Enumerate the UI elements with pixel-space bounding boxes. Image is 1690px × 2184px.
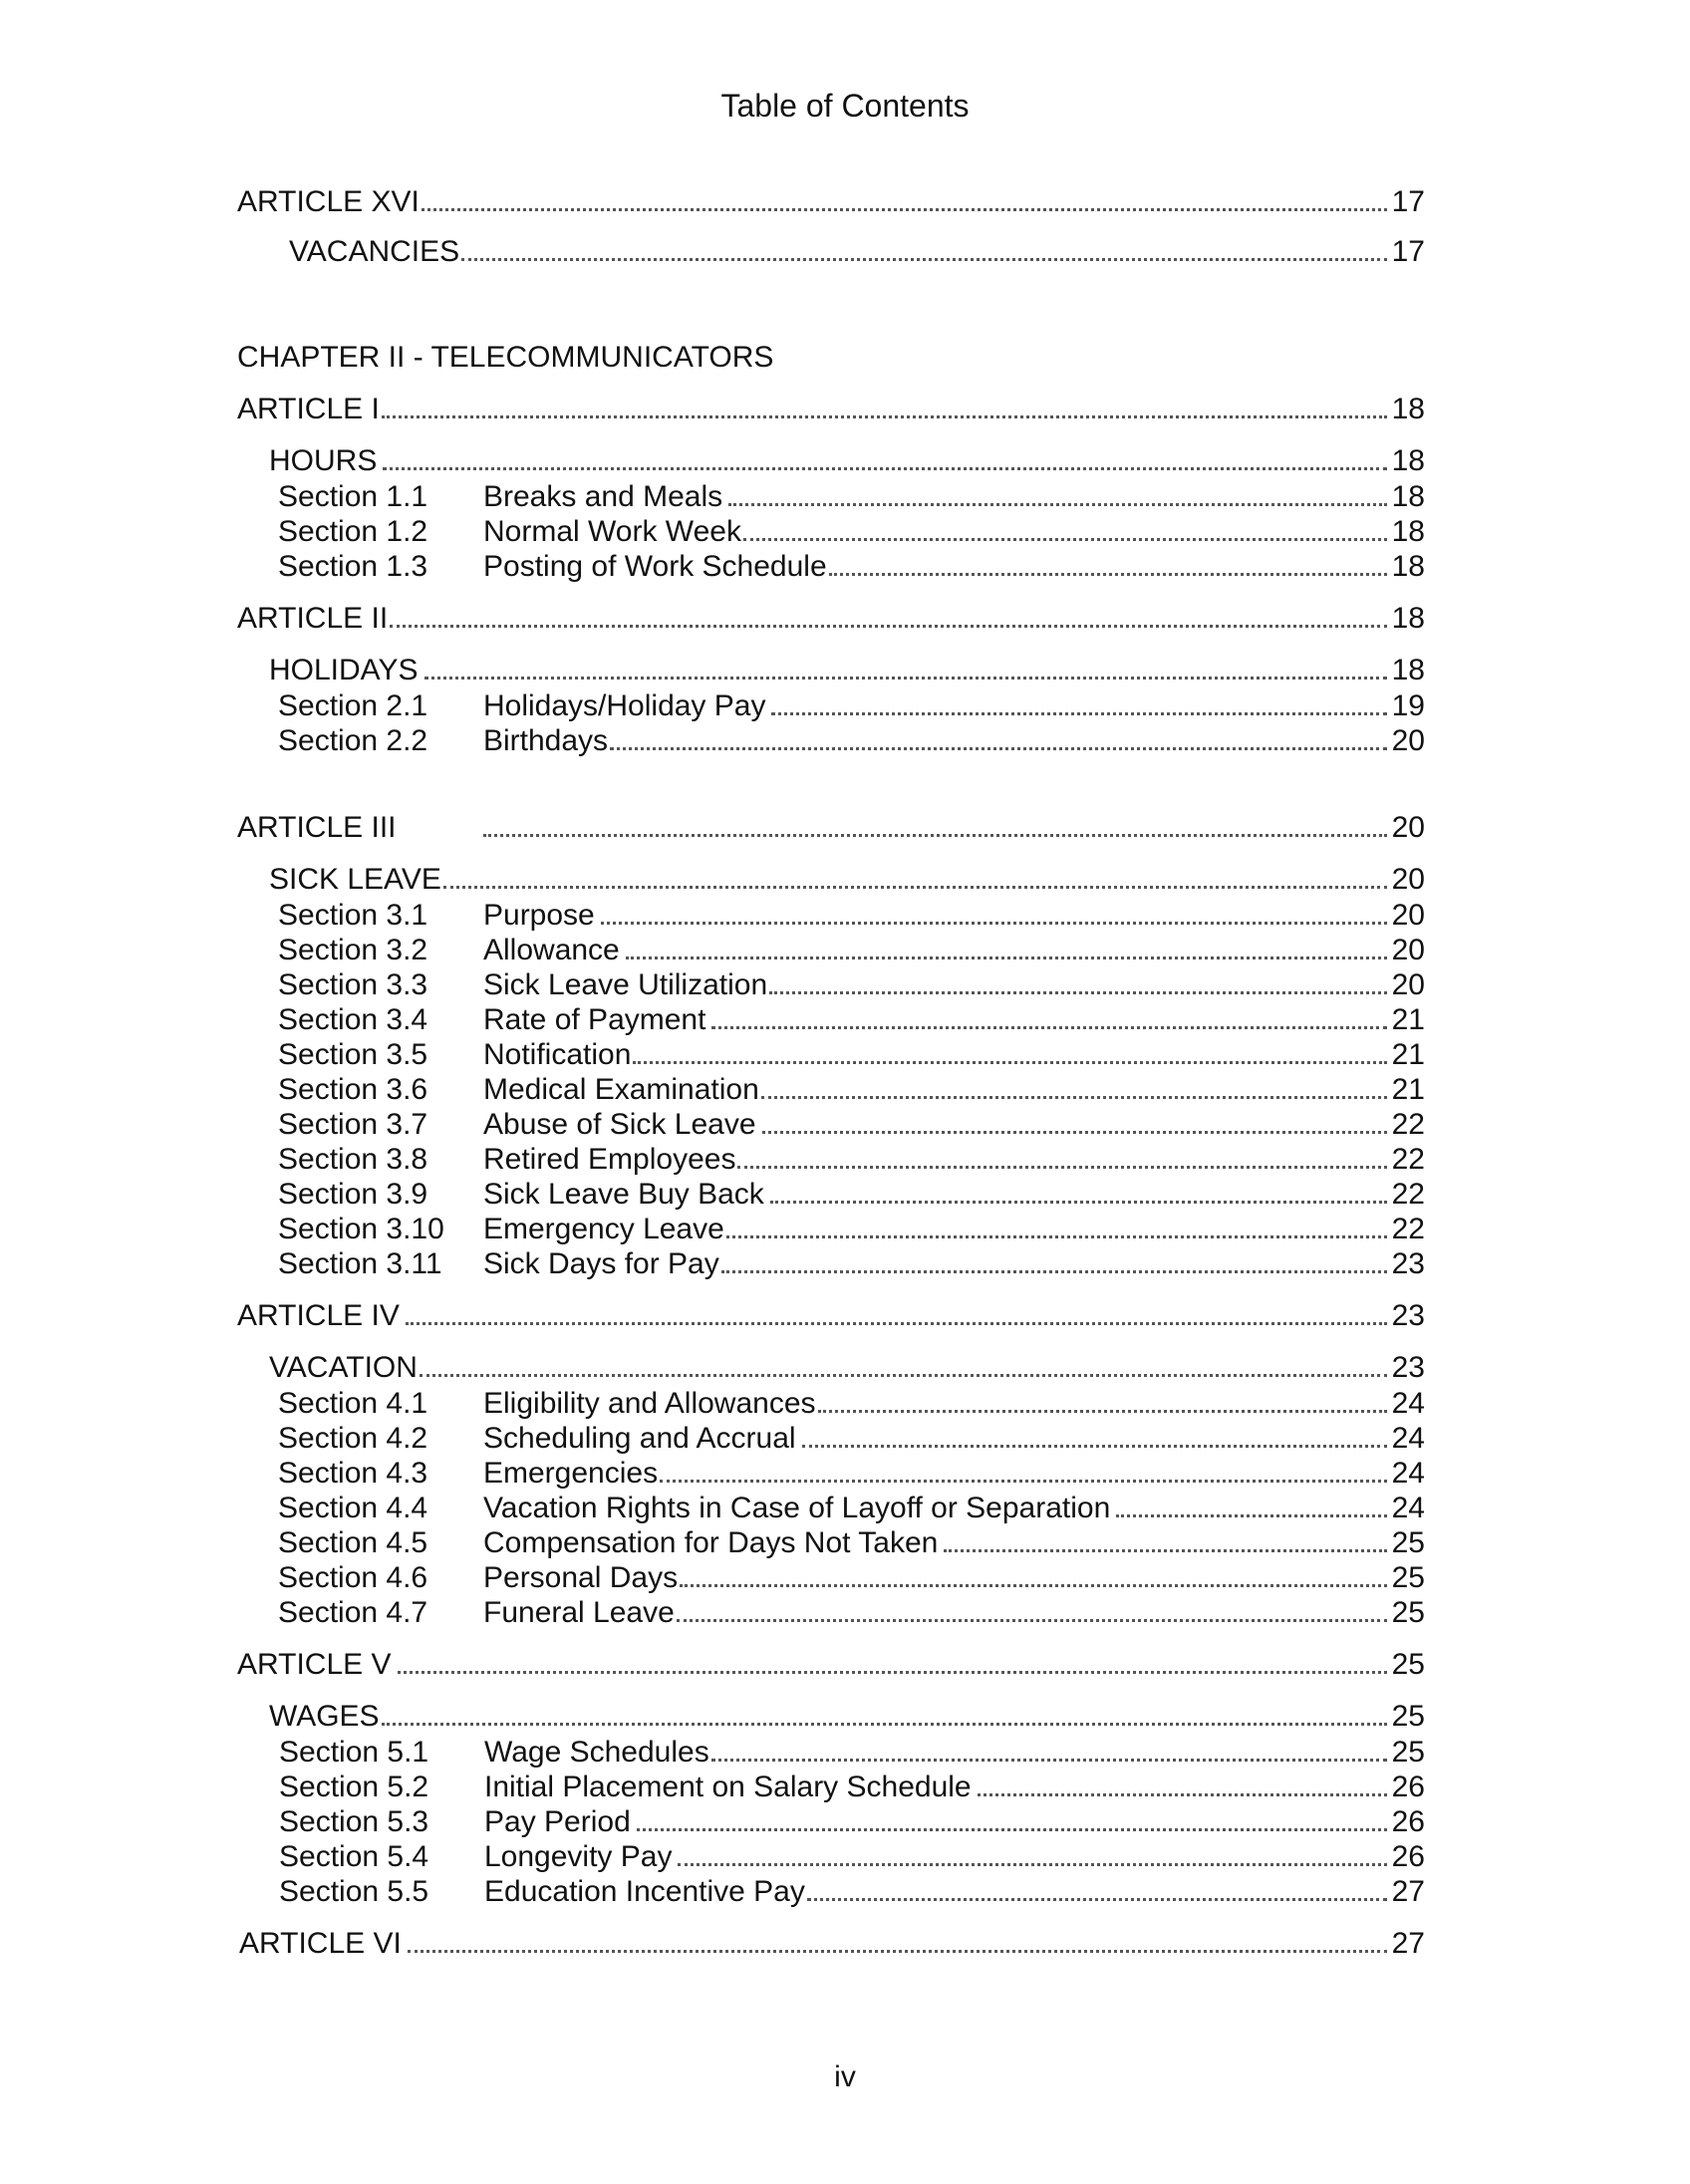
toc-entry-section-4-3[interactable] xyxy=(278,1457,1425,1491)
section-number: Section 4.1 xyxy=(278,1387,428,1420)
toc-entry-section-3-8[interactable] xyxy=(278,1143,1425,1177)
toc-entry-title: SICK LEAVE xyxy=(269,863,441,896)
dot-leader xyxy=(408,1950,1387,1953)
toc-entry-page: 22 xyxy=(1391,1143,1425,1176)
toc-entry-title: VACANCIES xyxy=(289,235,460,268)
toc-entry-section-1-1[interactable] xyxy=(278,480,1425,514)
section-number: Section 3.2 xyxy=(278,934,428,966)
dot-leader xyxy=(978,1793,1387,1796)
toc-entry-page: 24 xyxy=(1391,1422,1425,1455)
toc-entry-page: 20 xyxy=(1391,724,1425,757)
toc-entry-section-1-2[interactable] xyxy=(278,515,1425,549)
toc-entry-title: Sick Leave Buy Back xyxy=(483,1178,764,1211)
dot-leader xyxy=(743,538,1387,541)
toc-entry-title: Personal Days xyxy=(483,1561,679,1594)
toc-entry-title: ARTICLE III xyxy=(237,811,397,844)
toc-entry-title: Holidays/Holiday Pay xyxy=(483,689,766,722)
section-number: Section 3.11 xyxy=(278,1247,442,1280)
toc-entry-page: 23 xyxy=(1391,1299,1425,1332)
toc-entry-page: 26 xyxy=(1391,1805,1425,1838)
dot-leader xyxy=(678,1863,1387,1866)
toc-entry-title: Longevity Pay xyxy=(484,1840,673,1873)
toc-entry-title: ARTICLE IV xyxy=(237,1299,400,1332)
dot-leader xyxy=(770,1201,1387,1204)
dot-leader xyxy=(610,747,1387,750)
section-number: Section 4.5 xyxy=(278,1526,428,1559)
dot-leader xyxy=(406,1322,1387,1325)
toc-entry-title: Initial Placement on Salary Schedule xyxy=(484,1771,972,1803)
dot-leader xyxy=(762,1131,1387,1134)
toc-entry-title: ARTICLE V xyxy=(237,1648,392,1681)
toc-entry-page: 25 xyxy=(1391,1526,1425,1559)
dot-leader xyxy=(818,1410,1387,1413)
toc-entry-page: 26 xyxy=(1391,1771,1425,1803)
section-number: Section 4.6 xyxy=(278,1561,428,1594)
dot-leader xyxy=(637,1828,1387,1831)
dot-leader xyxy=(680,1584,1387,1587)
toc-entry-page: 20 xyxy=(1391,899,1425,932)
toc-entry-title: Breaks and Meals xyxy=(483,480,723,513)
toc-entry-title: Posting of Work Schedule xyxy=(483,550,827,583)
dot-leader xyxy=(829,573,1387,576)
toc-entry-page: 20 xyxy=(1391,863,1425,896)
toc-entry-section-5-4[interactable] xyxy=(279,1840,1425,1874)
toc-entry-page: 27 xyxy=(1391,1927,1425,1960)
dot-leader xyxy=(424,677,1388,680)
toc-entry-page: 26 xyxy=(1391,1840,1425,1873)
toc-entry-vacation[interactable] xyxy=(269,1351,1425,1385)
toc-entry-title: Vacation Rights in Case of Layoff or Separation xyxy=(483,1492,1111,1524)
page-number: iv xyxy=(834,2060,856,2093)
toc-entry-page: 25 xyxy=(1391,1561,1425,1594)
toc-entry-section-4-4[interactable] xyxy=(278,1492,1425,1525)
page-title: Table of Contents xyxy=(720,88,970,124)
dot-leader xyxy=(443,886,1387,889)
toc-entry-title: Sick Leave Utilization xyxy=(483,968,768,1001)
section-number: Section 3.7 xyxy=(278,1108,428,1141)
dot-leader xyxy=(390,625,1387,628)
section-number: Section 5.4 xyxy=(279,1840,429,1873)
toc-entry-section-4-2[interactable] xyxy=(278,1422,1425,1456)
section-number: Section 1.1 xyxy=(278,480,428,513)
toc-entry-title: VACATION xyxy=(269,1351,418,1384)
toc-entry-page: 25 xyxy=(1391,1700,1425,1733)
section-number: Section 5.3 xyxy=(279,1805,429,1838)
toc-entry-title: Education Incentive Pay xyxy=(484,1875,805,1908)
toc-entry-section-5-1[interactable] xyxy=(279,1736,1425,1770)
section-number: Section 3.3 xyxy=(278,968,428,1001)
dot-leader xyxy=(761,1096,1387,1099)
toc-entry-page: 22 xyxy=(1391,1213,1425,1245)
toc-entry-page: 22 xyxy=(1391,1108,1425,1141)
toc-entry-title: Emergencies xyxy=(483,1457,659,1490)
section-number: Section 3.5 xyxy=(278,1038,428,1071)
toc-entry-page: 20 xyxy=(1391,968,1425,1001)
toc-entry-title: Retired Employees xyxy=(483,1143,736,1176)
toc-entry-title: Funeral Leave xyxy=(483,1596,675,1629)
toc-entry-page: 21 xyxy=(1391,1073,1425,1106)
toc-entry-page: 25 xyxy=(1391,1596,1425,1629)
toc-entry-title: Purpose xyxy=(483,899,595,932)
dot-leader xyxy=(422,208,1387,211)
toc-entry-article-v[interactable] xyxy=(237,1648,1425,1682)
toc-entry-title: Notification xyxy=(483,1038,632,1071)
toc-entry-title: ARTICLE VI xyxy=(239,1927,402,1960)
toc-entry-page: 25 xyxy=(1391,1648,1425,1681)
toc-entry-page: 18 xyxy=(1391,393,1425,425)
dot-leader xyxy=(944,1549,1387,1552)
toc-entry-section-3-11[interactable] xyxy=(278,1247,1425,1281)
toc-entry-page: 24 xyxy=(1391,1457,1425,1490)
section-number: Section 2.1 xyxy=(278,689,428,722)
toc-entry-page: 18 xyxy=(1391,444,1425,477)
toc-entry-page: 21 xyxy=(1391,1003,1425,1036)
dot-leader xyxy=(382,1723,1387,1726)
toc-entry-holidays[interactable] xyxy=(269,654,1425,687)
toc-entry-title: Allowance xyxy=(483,934,620,966)
toc-entry-title: Rate of Payment xyxy=(483,1003,706,1036)
toc-entry-section-1-3[interactable] xyxy=(278,550,1425,584)
toc-entry-page: 21 xyxy=(1391,1038,1425,1071)
section-number: Section 4.4 xyxy=(278,1492,428,1524)
toc-entry-page: 22 xyxy=(1391,1178,1425,1211)
dot-leader xyxy=(711,1759,1387,1762)
toc-entry-section-3-3[interactable] xyxy=(278,968,1425,1002)
dot-leader xyxy=(807,1898,1387,1901)
toc-entry-page: 27 xyxy=(1391,1875,1425,1908)
toc-entry-section-3-6[interactable] xyxy=(278,1073,1425,1107)
section-number: Section 4.2 xyxy=(278,1422,428,1455)
toc-entry-section-5-3[interactable] xyxy=(279,1805,1425,1839)
toc-entry-section-4-5[interactable] xyxy=(278,1526,1425,1560)
toc-entry-page: 25 xyxy=(1391,1736,1425,1769)
toc-entry-vacancies[interactable] xyxy=(289,235,1425,269)
dot-leader xyxy=(802,1445,1387,1448)
toc-entry-title: HOLIDAYS xyxy=(269,654,419,686)
dot-leader xyxy=(769,991,1387,994)
dot-leader xyxy=(660,1480,1387,1483)
toc-entry-hours[interactable] xyxy=(269,444,1425,478)
toc-entry-article-iii[interactable] xyxy=(237,811,1425,845)
toc-entry-page: 24 xyxy=(1391,1492,1425,1524)
toc-entry-page: 20 xyxy=(1391,811,1425,844)
section-number: Section 1.2 xyxy=(278,515,428,548)
dot-leader xyxy=(721,1270,1387,1273)
toc-entry-title: Birthdays xyxy=(483,724,609,757)
toc-entry-title: Compensation for Days Not Taken xyxy=(483,1526,939,1559)
toc-entry-page: 23 xyxy=(1391,1247,1425,1280)
toc-entry-page: 17 xyxy=(1391,235,1425,268)
section-number: Section 3.6 xyxy=(278,1073,428,1106)
toc-entry-page: 18 xyxy=(1391,515,1425,548)
toc-entry-title: Abuse of Sick Leave xyxy=(483,1108,756,1141)
toc-entry-section-3-5[interactable] xyxy=(278,1038,1425,1072)
toc-entry-page: 20 xyxy=(1391,934,1425,966)
chapter-heading: CHAPTER II - TELECOMMUNICATORS xyxy=(237,341,774,374)
toc-entry-section-4-7[interactable] xyxy=(278,1596,1425,1630)
section-number: Section 3.4 xyxy=(278,1003,428,1036)
toc-entry-article-vi[interactable] xyxy=(239,1927,1425,1961)
toc-entry-title: Medical Examination xyxy=(483,1073,759,1106)
toc-entry-title: Sick Days for Pay xyxy=(483,1247,719,1280)
section-number: Section 5.5 xyxy=(279,1875,429,1908)
toc-entry-title: Pay Period xyxy=(484,1805,631,1838)
toc-entry-title: ARTICLE I xyxy=(237,393,380,425)
toc-entry-section-5-2[interactable] xyxy=(279,1771,1425,1804)
toc-entry-section-3-9[interactable] xyxy=(278,1178,1425,1212)
dot-leader xyxy=(737,1166,1387,1169)
toc-entry-title: Eligibility and Allowances xyxy=(483,1387,816,1420)
toc-entry-page: 19 xyxy=(1391,689,1425,722)
dot-leader xyxy=(398,1671,1388,1674)
section-number: Section 1.3 xyxy=(278,550,428,583)
section-number: Section 5.1 xyxy=(279,1736,429,1769)
dot-leader xyxy=(1116,1514,1387,1517)
toc-entry-wages[interactable] xyxy=(269,1700,1425,1734)
section-number: Section 4.3 xyxy=(278,1457,428,1490)
toc-entry-page: 18 xyxy=(1391,654,1425,686)
toc-entry-page: 17 xyxy=(1391,185,1425,218)
toc-entry-sick-leave[interactable] xyxy=(269,863,1425,897)
section-number: Section 5.2 xyxy=(279,1771,429,1803)
dot-leader xyxy=(633,1061,1387,1064)
toc-entry-title: HOURS xyxy=(269,444,378,477)
toc-entry-title: Scheduling and Accrual xyxy=(483,1422,796,1455)
toc-entry-section-3-7[interactable] xyxy=(278,1108,1425,1142)
section-number: Section 3.10 xyxy=(278,1213,444,1245)
dot-leader xyxy=(383,467,1387,470)
toc-entry-section-2-2[interactable] xyxy=(278,724,1425,758)
dot-leader xyxy=(728,503,1387,506)
toc-entry-section-4-6[interactable] xyxy=(278,1561,1425,1595)
dot-leader xyxy=(726,1235,1387,1238)
toc-entry-page: 18 xyxy=(1391,602,1425,635)
toc-entry-title: ARTICLE XVI xyxy=(237,185,420,218)
toc-entry-section-3-10[interactable] xyxy=(278,1213,1425,1246)
toc-entry-section-2-1[interactable] xyxy=(278,689,1425,723)
dot-leader xyxy=(677,1619,1387,1622)
toc-entry-page: 24 xyxy=(1391,1387,1425,1420)
dot-leader xyxy=(420,1374,1387,1377)
dot-leader xyxy=(711,1026,1387,1029)
toc-entry-section-5-5[interactable] xyxy=(279,1875,1425,1909)
toc-entry-article-iv[interactable] xyxy=(237,1299,1425,1333)
section-number: Section 3.9 xyxy=(278,1178,428,1211)
toc-entry-section-3-4[interactable] xyxy=(278,1003,1425,1037)
dot-leader xyxy=(461,258,1387,261)
section-number: Section 2.2 xyxy=(278,724,428,757)
toc-entry-section-3-2[interactable] xyxy=(278,934,1425,967)
toc-entry-section-3-1[interactable] xyxy=(278,899,1425,933)
dot-leader xyxy=(483,834,1387,837)
toc-entry-page: 23 xyxy=(1391,1351,1425,1384)
section-number: Section 4.7 xyxy=(278,1596,428,1629)
toc-entry-title: ARTICLE II xyxy=(237,602,389,635)
toc-entry-section-4-1[interactable] xyxy=(278,1387,1425,1421)
dot-leader xyxy=(626,956,1387,959)
section-number: Section 3.8 xyxy=(278,1143,428,1176)
toc-entry-title: Emergency Leave xyxy=(483,1213,724,1245)
dot-leader xyxy=(771,712,1387,715)
toc-entry-article-i[interactable] xyxy=(237,393,1425,426)
toc-entry-page: 18 xyxy=(1391,550,1425,583)
toc-entry-title: Wage Schedules xyxy=(484,1736,709,1769)
toc-entry-article-xvi[interactable] xyxy=(237,185,1425,219)
dot-leader xyxy=(601,922,1387,925)
toc-entry-title: WAGES xyxy=(269,1700,380,1733)
dot-leader xyxy=(382,415,1387,418)
toc-entry-title: Normal Work Week xyxy=(483,515,741,548)
toc-entry-article-ii[interactable] xyxy=(237,602,1425,636)
section-number: Section 3.1 xyxy=(278,899,428,932)
toc-entry-page: 18 xyxy=(1391,480,1425,513)
